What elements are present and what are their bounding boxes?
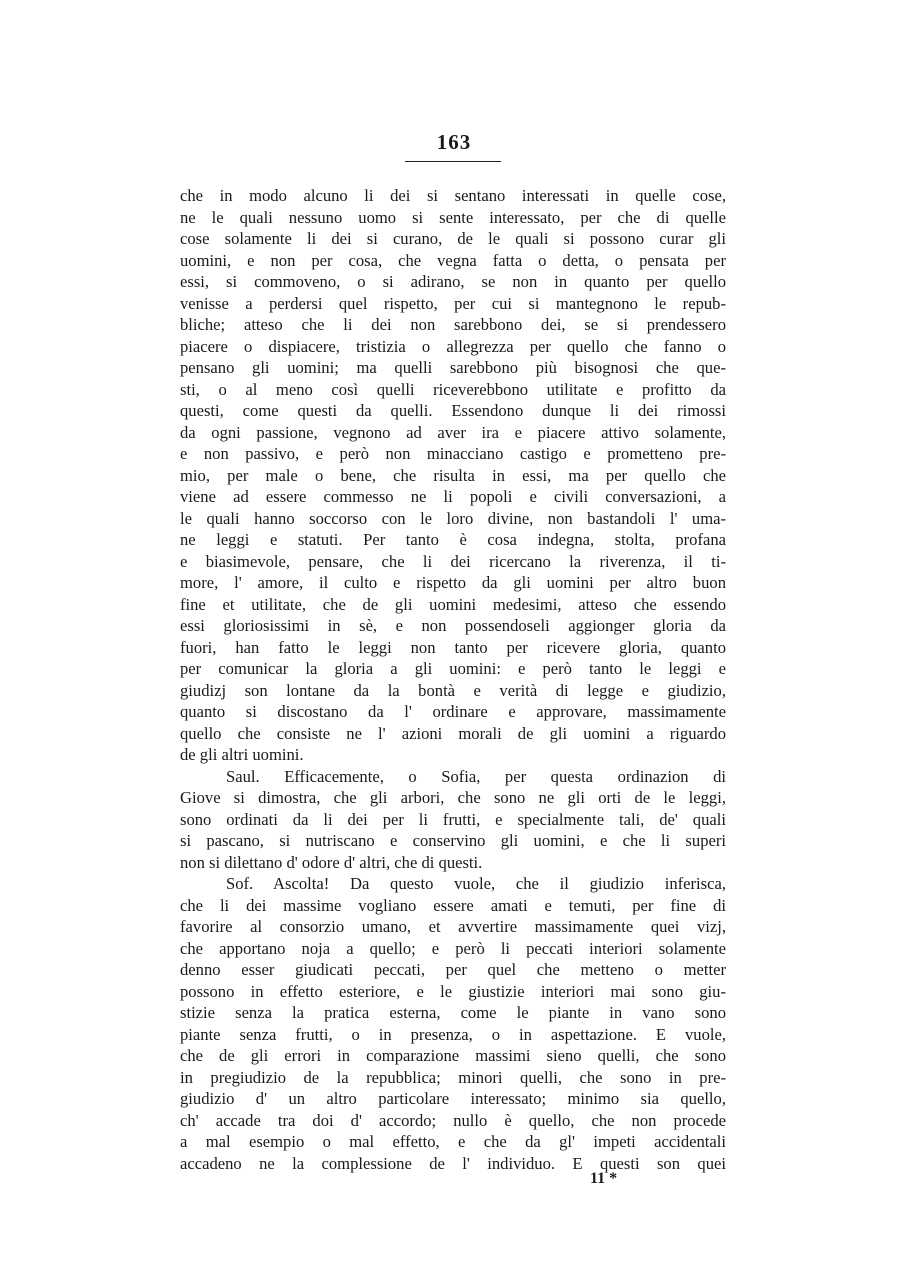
text-line: Sof. Ascolta! Da questo vuole, che il giudizio inferisca, [226,874,726,893]
text-line: de gli altri uomini. [180,745,304,764]
text-line: piacere o dispiacere, tristizia o allegrezza per quello che fanno o [180,336,726,356]
text-line: che de gli errori in comparazione massimi sieno quelli, che sono [180,1046,726,1065]
text-line: essi gloriosissimi in sè, e non possendoseli aggionger gloria da [180,616,726,635]
text-line: ne le quali nessuno uomo si sente interessato, per che di quelle [180,207,726,227]
text-line: per comunicar la gloria a gli uomini: e però tanto le leggi e [180,659,726,678]
text-line: non si dilettano d' odore d' altri, che di questi. [180,852,483,872]
text-line: pensano gli uomini; ma quelli sarebbono più bisognosi che que- [180,358,726,377]
text-line: questi, come questi da quelli. Essendono dunque li dei rimossi [180,401,726,420]
text-line: favorire al consorzio umano, et avvertire massimamente quei vizj, [180,917,726,936]
text-line: more, l' amore, il culto e rispetto da gli uomini per altro buon [180,573,726,592]
text-line: essi, si commoveno, o si adirano, se non in quanto per quello [180,272,726,291]
text-line: venisse a perdersi quel rispetto, per cui si mantegnono le repub- [180,293,726,313]
text-line: fine et utilitate, che de gli uomini medesimi, atteso che essendo [180,594,726,614]
signature-mark: 11 * [590,1170,618,1187]
text-line: a mal esempio o mal effetto, e che da gl' impeti accidentali [180,1132,726,1151]
text-line: che apportano noja a quello; e però li peccati interiori solamente [180,938,726,958]
text-line: e non passivo, e però non minacciano castigo e prometteno pre- [180,444,726,463]
text-line: ch' accade tra doi d' accordo; nullo è quello, che non procede [180,1110,726,1130]
text-line: che li dei massime vogliano essere amati e temuti, per fine di [180,895,726,915]
text-line: Saul. Efficacemente, o Sofia, per questa ordinazion di [226,766,726,786]
header-rule [405,161,501,162]
text-line: in pregiudizio de la repubblica; minori quelli, che sono in pre- [180,1067,726,1087]
text-line: bliche; atteso che li dei non sarebbono dei, se si prendessero [180,315,726,334]
text-line: possono in effetto esteriore, e le giustizie interiori mai sono giu- [180,981,726,1001]
text-line: che in modo alcuno li dei si sentano interessati in quelle cose, [180,186,726,205]
text-line: piante senza frutti, o in presenza, o in aspettazione. E vuole, [180,1024,726,1044]
text-line: sono ordinati da li dei per li frutti, e specialmente tali, de' quali [180,809,726,829]
text-line: uomini, e non per cosa, che vegna fatta o detta, o pensata per [180,250,726,270]
text-line: da ogni passione, vegnono ad aver ira e piacere attivo solamente, [180,422,726,442]
text-line: stizie senza la pratica esterna, come le piante in vano sono [180,1003,726,1022]
text-line: denno esser giudicati peccati, per quel che metteno o metter [180,960,726,979]
text-line: giudizio d' un altro particolare interessato; minimo sia quello, [180,1089,726,1108]
text-line: sti, o al meno così quelli riceverebbono utilitate e profitto da [180,379,726,399]
page-number: 163 [436,130,472,154]
text-line: Giove si dimostra, che gli arbori, che sono ne gli orti de le leggi, [180,788,726,807]
text-line: e biasimevole, pensare, che li dei ricercano la riverenza, il ti- [180,551,726,571]
text-line: viene ad essere commesso ne li popoli e civili conversazioni, a [180,487,726,506]
text-line: accadeno ne la complessione de l' individuo. E questi son quei [180,1153,726,1173]
text-line: cose solamente li dei si curano, de le quali si possono curar gli [180,229,726,248]
text-line: si pascano, si nutriscano e conservino gli uomini, e che li superi [180,831,726,850]
text-line: fuori, han fatto le leggi non tanto per ricevere gloria, quanto [180,637,726,657]
text-line: quanto si discostano da l' ordinare e approvare, massimamente [180,702,726,721]
body-text [180,185,726,1174]
text-line: ne leggi e statuti. Per tanto è cosa indegna, stolta, profana [180,530,726,549]
text-line: mio, per male o bene, che risulta in essi, ma per quello che [180,465,726,485]
text-line: giudizj son lontane da la bontà e verità di legge e giudizio, [180,680,726,700]
text-line: le quali hanno soccorso con le loro divine, non bastandoli l' uma- [180,508,726,528]
text-line: quello che consiste ne l' azioni morali de gli uomini a riguardo [180,723,726,743]
